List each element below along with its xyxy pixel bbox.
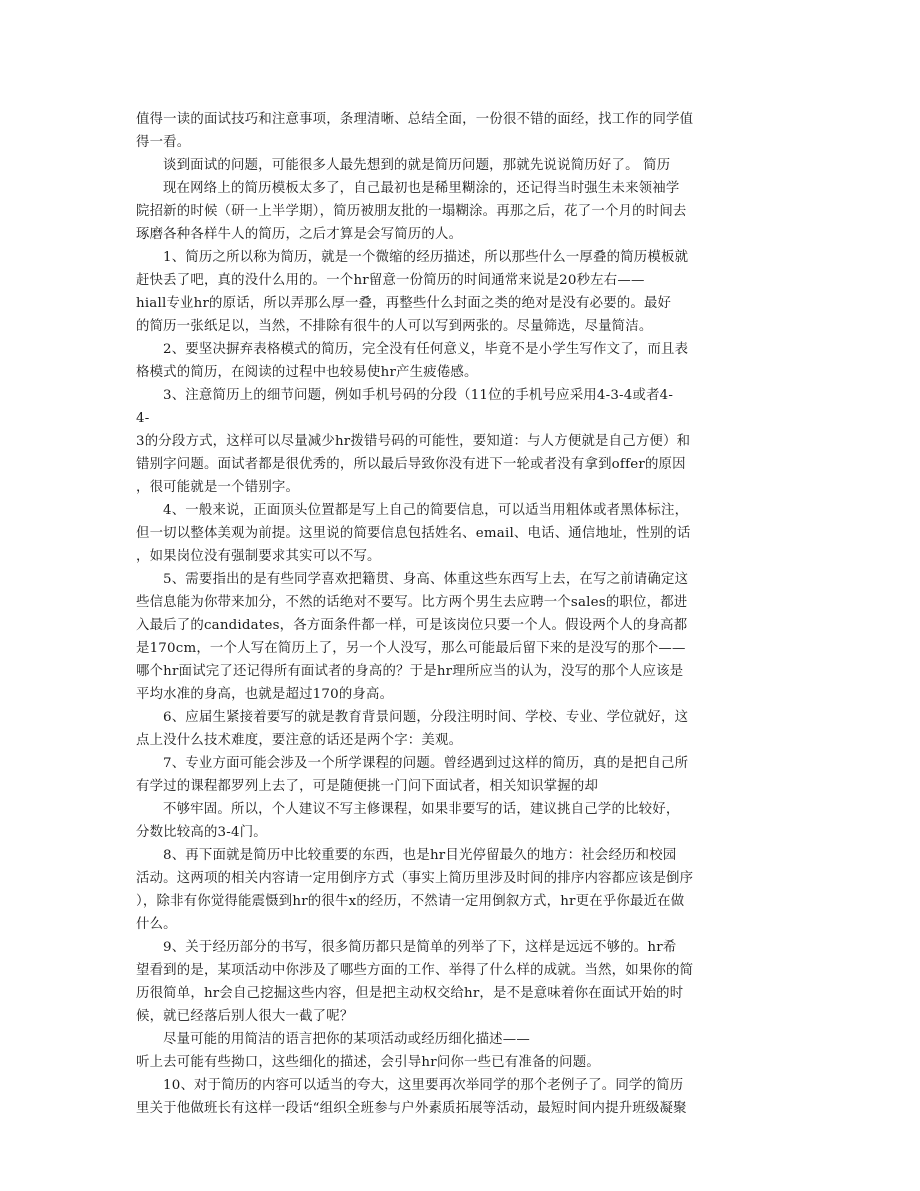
text-line: 但一切以整体美观为前提。这里说的简要信息包括姓名、email、电话、通信地址，性别的话 <box>136 526 691 541</box>
text-line: 望看到的是，某项活动中你涉及了哪些方面的工作、举得了什么样的成就。当然，如果你的简 <box>136 963 694 978</box>
text-line: 4、一般来说，正面顶头位置都是写上自己的简要信息，可以适当用粗体或者黑体标注， <box>163 503 689 518</box>
text-line: ，很可能就是一个错别字。 <box>136 480 300 495</box>
text-line: 9、关于经历部分的书写，很多简历都只是简单的列举了下，这样是远远不够的。hr希 <box>163 940 677 955</box>
text-line: 格模式的简历，在阅读的过程中也较易使hr产生疲倦感。 <box>136 365 478 380</box>
text-line: 不够牢固。所以，个人建议不写主修课程，如果非要写的话，建议挑自己学的比较好， <box>163 802 680 817</box>
text-line: 6、应届生紧接着要写的就是教育背景问题，分段注明时间、学校、专业、学位就好，这 <box>163 710 689 725</box>
text-line: 有学过的课程都罗列上去了，可是随便挑一门问下面试者，相关知识掌握的却 <box>136 779 599 794</box>
text-line: 赶快丢了吧，真的没什么用的。一个hr留意一份简历的时间通常来说是20秒左右—— <box>136 273 645 288</box>
text-line: 平均水准的身高，也就是超过170的身高。 <box>136 687 394 702</box>
text-line: 活动。这两项的相关内容请一定用倒序方式（事实上简历里涉及时间的排序内容都应该是倒序 <box>136 871 694 886</box>
text-line: 琢磨各种各样牛人的简历，之后才算是会写简历的人。 <box>136 227 463 242</box>
text-line: 些信息能为你带来加分，不然的话绝对不要写。比方两个男生去应聘一个sales的职位，都进 <box>136 595 688 610</box>
text-line: 10、对于简历的内容可以适当的夸大，这里要再次举同学的那个老例子了。同学的简历 <box>163 1078 684 1093</box>
text-line: hiall专业hr的原话，所以弄那么厚一叠，再整些什么封面之类的绝对是没有必要的。最好 <box>136 296 672 311</box>
text-line: 7、专业方面可能会涉及一个所学课程的问题。曾经遇到过这样的简历，真的是把自己所 <box>163 756 689 771</box>
text-line: 候，就已经落后别人很大一截了呢？ <box>136 1009 354 1024</box>
text-line: 3、注意简历上的细节问题，例如手机号码的分段（11位的手机号应采用4-3-4或者4- <box>163 388 674 403</box>
text-line: 得一看。 <box>136 135 191 150</box>
text-line: 听上去可能有些拗口，这些细化的描述，会引导hr问你一些已有准备的问题。 <box>136 1055 600 1070</box>
text-line: 里关于他做班长有这样一段话“组织全班参与户外素质拓展等活动，最短时间内提升班级凝聚 <box>136 1101 687 1116</box>
text-line: 院招新的时候（研一上半学期），简历被朋友批的一塌糊涂。再那之后，花了一个月的时间去 <box>136 204 687 219</box>
text-line: 分数比较高的3-4门。 <box>136 825 267 840</box>
text-line: 入最后了的candidates，各方面条件都一样，可是该岗位只要一个人。假设两个人的身高都 <box>136 618 688 633</box>
text-line: 3的分段方式，这样可以尽量减少hr拨错号码的可能性，要知道：与人方便就是自己方便）和 <box>136 434 691 449</box>
text-line: ），除非有你觉得能震慑到hr的很牛x的经历，不然请一定用倒叙方式，hr更在乎你最近在做 <box>136 894 685 909</box>
document-body <box>136 108 786 1120</box>
text-line: 5、需要指出的是有些同学喜欢把籍贯、身高、体重这些东西写上去，在写之前请确定这 <box>163 572 689 587</box>
text-line: 现在网络上的简历模板太多了，自己最初也是稀里糊涂的，还记得当时强生未来领袖学 <box>163 181 680 196</box>
text-line: 4- <box>136 411 150 426</box>
text-line: ，如果岗位没有强制要求其实可以不写。 <box>136 549 381 564</box>
text-line: 的简历一张纸足以，当然，不排除有很牛的人可以写到两张的。尽量筛选，尽量简洁。 <box>136 319 653 334</box>
text-line: 8、再下面就是简历中比较重要的东西，也是hr目光停留最久的地方：社会经历和校园 <box>163 848 677 863</box>
text-line: 历很简单，hr会自己挖掘这些内容，但是把主动权交给hr，是不是意味着你在面试开始的时 <box>136 986 684 1001</box>
text-line: 点上没什么技术难度，要注意的话还是两个字：美观。 <box>136 733 463 748</box>
text-line: 2、要坚决摒弃表格模式的简历，完全没有任何意义，毕竟不是小学生写作文了，而且表 <box>163 342 689 357</box>
text-line: 什么。 <box>136 917 177 932</box>
text-line: 尽量可能的用简洁的语言把你的某项活动或经历细化描述—— <box>163 1032 530 1047</box>
text-line: 是170cm，一个人写在简历上了，另一个人没写，那么可能最后留下来的是没写的那个—— <box>136 641 686 656</box>
text-line: 错别字问题。面试者都是很优秀的，所以最后导致你没有进下一轮或者没有拿到offer的原因 <box>136 457 686 472</box>
text-line: 1、简历之所以称为简历，就是一个微缩的经历描述，所以那些什么一厚叠的简历模板就 <box>163 250 689 265</box>
text-line: 哪个hr面试完了还记得所有面试者的身高的？于是hr理所应当的认为，没写的那个人应该是 <box>136 664 684 679</box>
text-line: 谈到面试的问题，可能很多人最先想到的就是简历问题，那就先说说简历好了。 简历 <box>163 158 671 173</box>
text-line: 值得一读的面试技巧和注意事项，条理清晰、总结全面，一份很不错的面经，找工作的同学值 <box>136 112 694 127</box>
